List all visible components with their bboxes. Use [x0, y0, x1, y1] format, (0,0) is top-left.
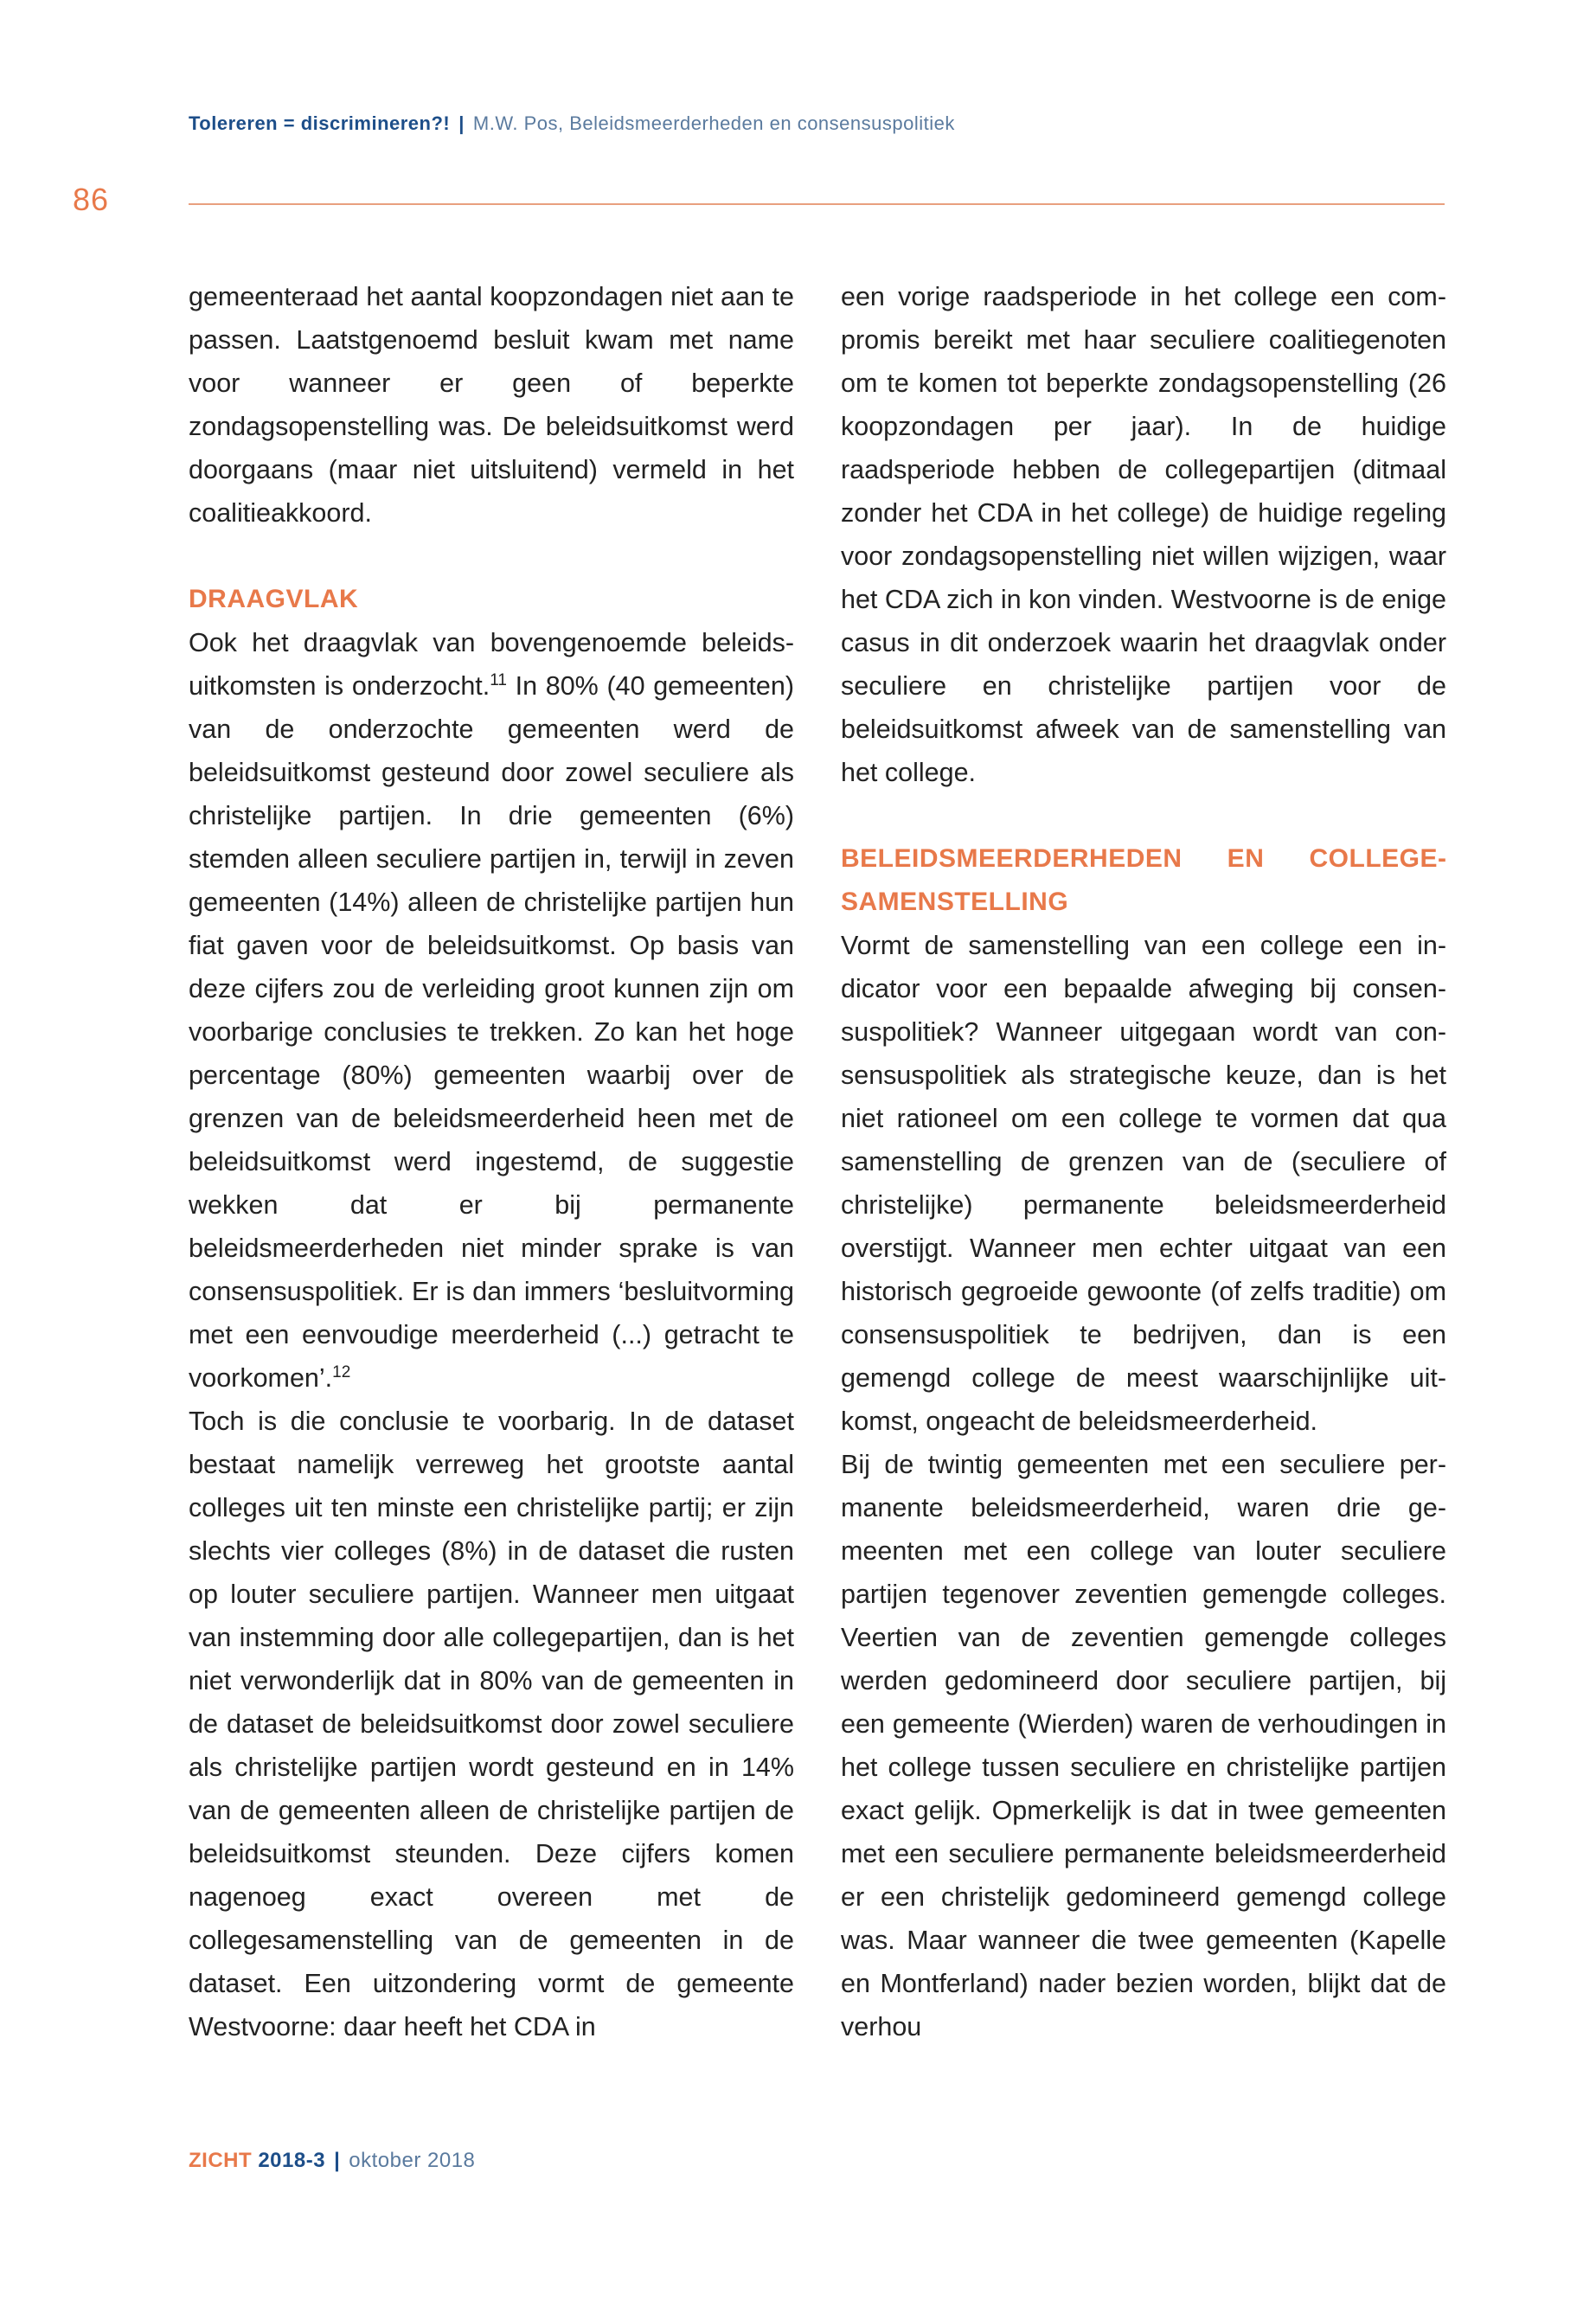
journal-title: Tolereren = discrimineren?! — [189, 112, 451, 134]
paragraph-text: In 80% (40 gemeenten) van de onderzochte gemeenten werd de beleidsuitkomst gesteund door zowel seculiere als christelijke partijen. In drie gemeenten (6%) stemden alleen seculiere partijen in, terwijl in zeven gemeenten (14%) alleen de christelijke partijen hun fiat gaven voor de beleidsuitkomst. Op basis van deze cijfers zou de verleiding groot kunnen zijn om voorbarige conclusies te trekken. Zo kan het hoge percentage (80%) gemeenten waarbij over de grenzen van de beleidsmeerderheid heen met de beleidsuitkomst werd ingestemd, de suggestie wekken dat er bij permanente beleidsmeerderheden niet minder sprake is van consensuspolitiek. Er is dan immers ‘besluitvorming met een eenvoudige meerderheid (...) getracht te voorkomen’. — [189, 671, 794, 1393]
running-head — [189, 112, 955, 135]
page-number: 86 — [73, 182, 110, 217]
footer-separator: | — [334, 2149, 341, 2172]
magazine-name: ZICHT — [189, 2149, 253, 2172]
issue-number: 2018-3 — [258, 2149, 326, 2172]
paragraph: Bij de twintig gemeenten met een seculiere permanente beleidsmeerderheid, waren drie gemeenten met een college van louter seculiere partijen tegenover zeventien gemengde colleges. Veertien van de zeventien gemengde colleges werden gedomineerd door seculiere partijen, bij een gemeente (Wierden) waren de verhoudingen in het college tussen seculiere en christelijke partijen exact gelijk. Opmerkelijk is dat in twee gemeenten met een seculiere permanente beleidsmeerderheid er een christelijk gedomineerd gemengd college was. Maar wanneer die twee gemeenten (Kapelle en Montferland) nader bezien worden, blijkt dat de verhou — [841, 1450, 1446, 2041]
header-divider — [189, 203, 1445, 205]
issue-date: oktober 2018 — [349, 2149, 476, 2172]
paragraph: een vorige raadsperiode in het college een compromis bereikt met haar seculiere coalitiegenoten om te komen tot beperkte zondagsopenstelling (26 koopzondagen per jaar). In de huidige raadsperiode hebben de collegepartijen (ditmaal zonder het CDA in het college) de huidige regeling voor zondagsopenstelling niet willen wijzigen, waar het CDA zich in kon vinden. Westvoorne is de enige casus in dit onderzoek waarin het draagvlak onder seculiere en christelijke partijen voor de beleidsuitkomst afweek van de samenstelling van het college. — [841, 282, 1446, 787]
paragraph-text: Ook het draagvlak van bovengenoemde beleidsuitkomsten is onderzocht. — [189, 628, 794, 701]
footnote-ref-12: 12 — [332, 1362, 351, 1381]
section-heading-beleidsmeerderheden: BELEIDSMEERDERHEDEN EN COLLEGESAMENSTELLING — [841, 844, 1446, 916]
right-column — [841, 275, 1446, 2048]
paragraph: Vormt de samenstelling van een college een indicator voor een bepaalde afweging bij consensuspolitiek? Wanneer uitgegaan wordt van consensuspolitiek als strategische keuze, dan is het niet rationeel om een college te vormen dat qua samenstelling de grenzen van de (seculiere of christelijke) permanente beleidsmeerderheid overstijgt. Wanneer men echter uitgaat van een historisch gegroeide gewoonte (of zelfs traditie) om consensuspolitiek te bedrijven, dan is een gemengd college de meest waarschijnlijke uitkomst, ongeacht de beleidsmeerderheid. — [841, 931, 1446, 1436]
left-column — [189, 275, 794, 2048]
paragraph: gemeenteraad het aantal koopzondagen niet aan te passen. Laatstgenoemd besluit kwam met name voor wanneer er geen of beperkte zondagsopenstelling was. De beleidsuitkomst werd doorgaans (maar niet uitsluitend) vermeld in het coalitieakkoord. — [189, 282, 794, 528]
article-meta: M.W. Pos, Beleidsmeerderheden en consensuspolitiek — [472, 112, 955, 134]
footnote-ref-11: 11 — [490, 670, 507, 689]
section-heading-draagvlak: DRAAGVLAK — [189, 585, 359, 613]
paragraph: Toch is die conclusie te voorbarig. In de dataset bestaat namelijk verreweg het grootste aantal colleges uit ten minste een christelijke partij; er zijn slechts vier colleges (8%) in de dataset die rusten op louter seculiere partijen. Wanneer men uitgaat van instemming door alle collegepartijen, dan is het niet verwonderlijk dat in 80% van de gemeenten in de dataset de beleidsuitkomst door zowel seculiere als christelijke partijen wordt gesteund en in 14% van de gemeenten alleen de christelijke partijen de beleidsuitkomst steunden. Deze cijfers komen nagenoeg exact overeen met de collegesamenstelling van de gemeenten in de dataset. Een uitzondering vormt de gemeente Westvoorne: daar heeft het CDA in — [189, 1407, 794, 2041]
footer — [189, 2149, 475, 2173]
header-separator: | — [458, 112, 465, 134]
paragraph — [189, 621, 794, 1400]
